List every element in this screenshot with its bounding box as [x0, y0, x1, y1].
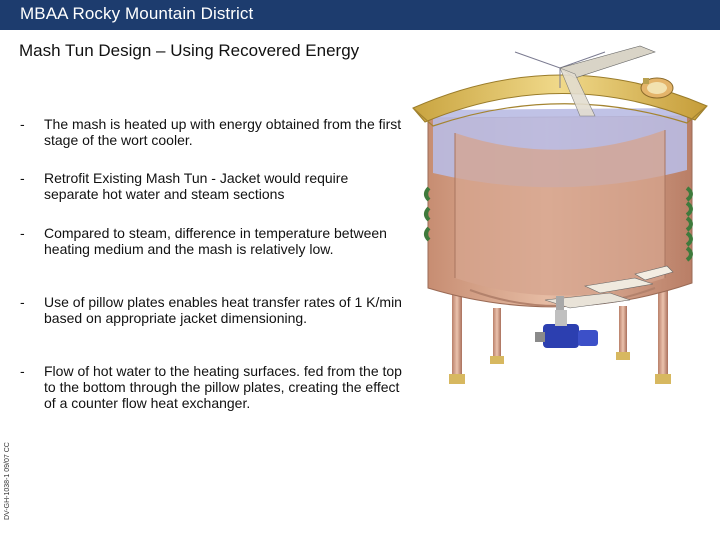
header-bar	[0, 0, 720, 30]
slide-title: Mash Tun Design – Using Recovered Energy	[19, 41, 360, 60]
manway-hatch	[641, 78, 673, 98]
agitator-motor	[535, 310, 598, 348]
bullet-text: Compared to steam, difference in temperature between heating medium and the mash is relatively low.	[44, 225, 387, 257]
bullet-dash: -	[20, 225, 25, 241]
bullet-text: The mash is heated up with energy obtained from the first stage of the wort cooler.	[44, 116, 402, 148]
bullet-dash: -	[20, 170, 25, 186]
mash-tun-illustration	[395, 38, 720, 398]
header-title: MBAA Rocky Mountain District	[20, 4, 254, 23]
bullet-dash: -	[20, 363, 25, 379]
document-code: DV-GH-1038-1 09/07 CC	[4, 442, 11, 520]
bullet-dash: -	[20, 294, 25, 310]
bullet-text: Flow of hot water to the heating surfaces. fed from the top to the bottom through the pillow plates, creating the effect of a counter flow heat exchanger.	[44, 363, 402, 411]
bullet-text: Use of pillow plates enables heat transfer rates of 1 K/min based on appropriate jacket dimensioning.	[44, 294, 402, 326]
bullet-text: Retrofit Existing Mash Tun - Jacket would require separate hot water and steam sections	[44, 170, 349, 202]
bullet-dash: -	[20, 116, 25, 132]
mash-tun-drawing	[395, 38, 720, 398]
